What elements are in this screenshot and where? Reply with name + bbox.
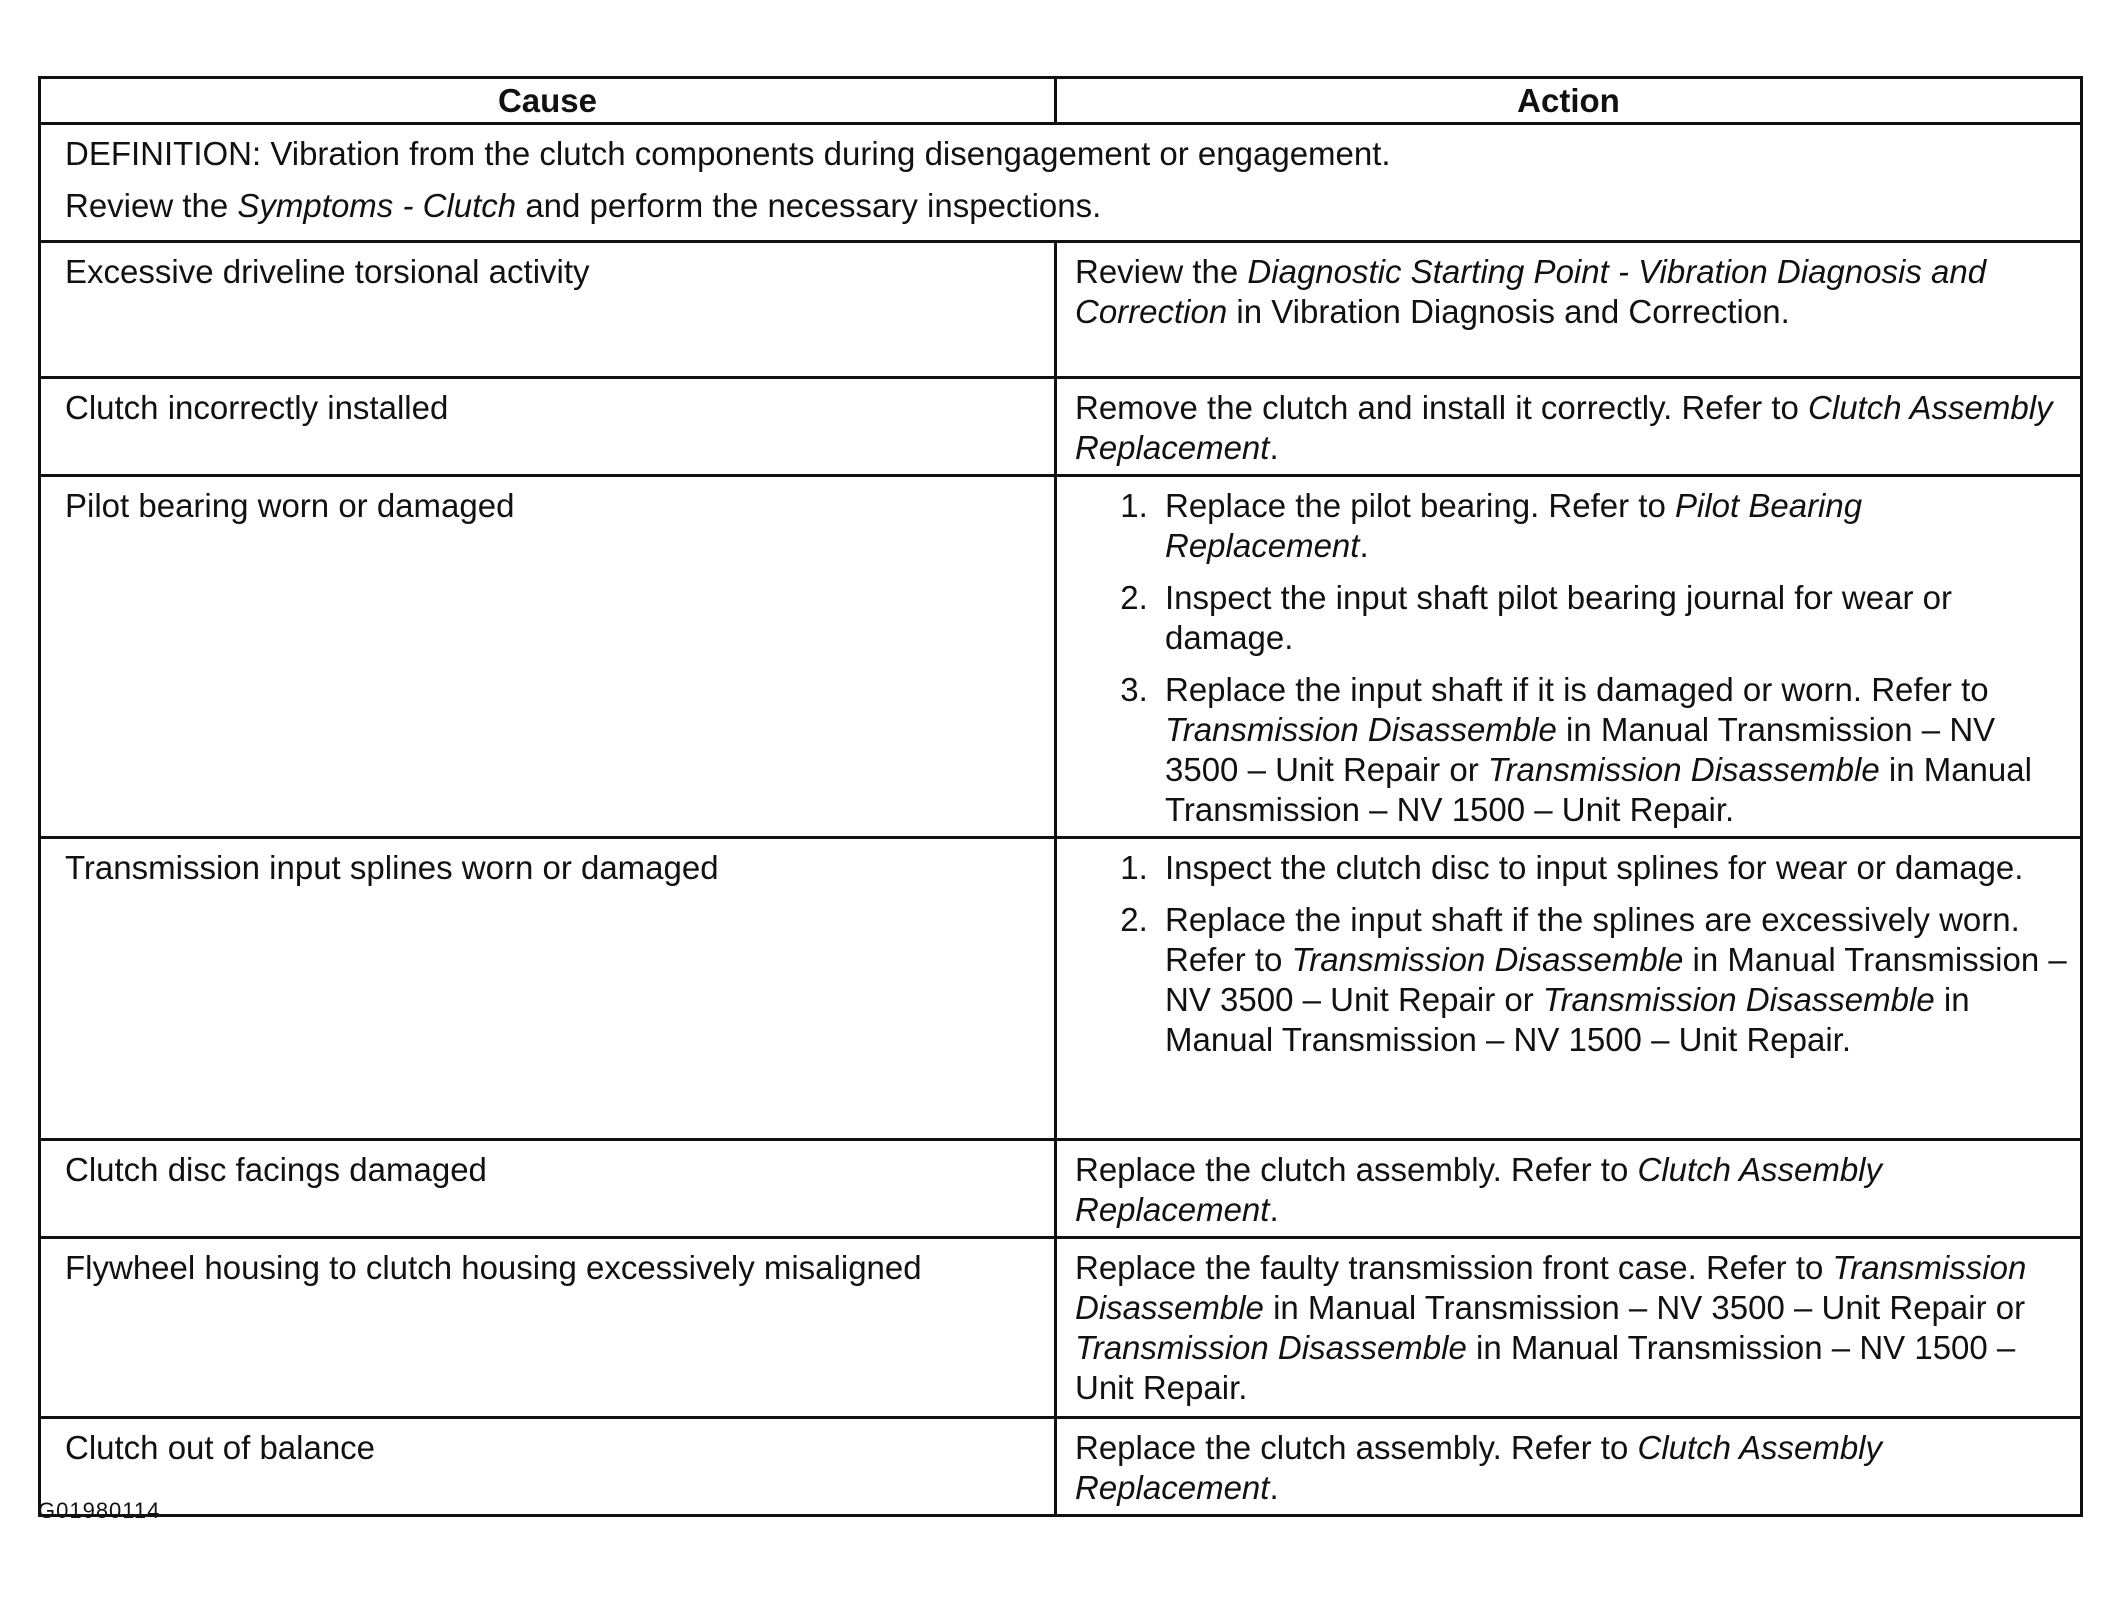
action-cell — [1056, 476, 2082, 838]
action-step: 3. Replace the input shaft if it is damaged or worn. Refer to Transmission Disassemble in Manual Transmission – NV 3500 – Unit Repair or Transmission Disassemble in Manual Transmission – NV 1500 – Unit Repair. — [1157, 670, 2072, 830]
cause-cell: Clutch incorrectly installed — [40, 378, 1056, 476]
cause-cell: Pilot bearing worn or damaged — [40, 476, 1056, 838]
header-row — [40, 78, 2082, 124]
action-step: 1. Inspect the clutch disc to input splines for wear or damage. — [1157, 848, 2072, 888]
table-row — [40, 838, 2082, 1140]
action-cell: Review the Diagnostic Starting Point - Vibration Diagnosis and Correction in Vibration Diagnosis and Correction. — [1056, 242, 2082, 378]
table-row — [40, 1140, 2082, 1238]
reference-title: Transmission Disassemble — [1291, 941, 1684, 978]
definition-review-text: Review the Symptoms - Clutch and perform the necessary inspections. — [65, 187, 1102, 224]
table-row — [40, 476, 2082, 838]
symptoms-reference: Symptoms - Clutch — [237, 187, 517, 224]
reference-title: Transmission Disassemble — [1075, 1249, 2027, 1326]
action-step: 2. Replace the input shaft if the splines are excessively worn. Refer to Transmission Disassemble in Manual Transmission – NV 3500 – Unit Repair or Transmission Disassemble in Manual Transmission – NV 1500 – Unit Repair. — [1157, 900, 2072, 1060]
cause-header: Cause — [40, 78, 1056, 124]
diagnostic-table — [38, 76, 2083, 1517]
action-cell: Replace the clutch assembly. Refer to Clutch Assembly Replacement. — [1056, 1140, 2082, 1238]
table-row — [40, 1238, 2082, 1418]
figure-id: G01980114 — [38, 1498, 161, 1523]
table-row — [40, 242, 2082, 378]
reference-title: Transmission Disassemble — [1542, 981, 1935, 1018]
reference-title: Transmission Disassemble — [1487, 751, 1880, 788]
definition-text: DEFINITION: Vibration from the clutch components during disengagement or engagement. — [65, 135, 1391, 172]
action-step: 1. Replace the pilot bearing. Refer to Pilot Bearing Replacement. — [1157, 486, 2072, 566]
cause-cell: Transmission input splines worn or damaged — [40, 838, 1056, 1140]
definition-cell — [40, 124, 2082, 242]
cause-cell: Excessive driveline torsional activity — [40, 242, 1056, 378]
action-cell: Replace the clutch assembly. Refer to Clutch Assembly Replacement. — [1056, 1418, 2082, 1516]
cause-cell: Flywheel housing to clutch housing excessively misaligned — [40, 1238, 1056, 1418]
cause-cell: Clutch disc facings damaged — [40, 1140, 1056, 1238]
action-steps — [1075, 848, 2072, 1060]
action-header: Action — [1056, 78, 2082, 124]
action-step: 2. Inspect the input shaft pilot bearing journal for wear or damage. — [1157, 578, 2072, 658]
reference-title: Clutch Assembly Replacement — [1075, 1429, 1883, 1506]
table-row — [40, 378, 2082, 476]
action-steps — [1075, 486, 2072, 830]
cause-cell: Clutch out of balance — [40, 1418, 1056, 1516]
table-row — [40, 1418, 2082, 1516]
reference-title: Transmission Disassemble — [1075, 1329, 1467, 1366]
reference-title: Clutch Assembly Replacement — [1075, 1151, 1883, 1228]
definition-row — [40, 124, 2082, 242]
action-cell: Remove the clutch and install it correctly. Refer to Clutch Assembly Replacement. — [1056, 378, 2082, 476]
reference-title: Clutch Assembly Replacement — [1075, 389, 2053, 466]
action-cell: Replace the faulty transmission front case. Refer to Transmission Disassemble in Manual Transmission – NV 3500 – Unit Repair or Transmission Disassemble in Manual Transmission – NV 1500 – Unit Repair. — [1056, 1238, 2082, 1418]
reference-title: Diagnostic Starting Point - Vibration Diagnosis and Correction — [1075, 253, 1987, 330]
action-cell — [1056, 838, 2082, 1140]
reference-title: Transmission Disassemble — [1165, 711, 1557, 748]
reference-title: Pilot Bearing Replacement — [1165, 487, 1863, 564]
